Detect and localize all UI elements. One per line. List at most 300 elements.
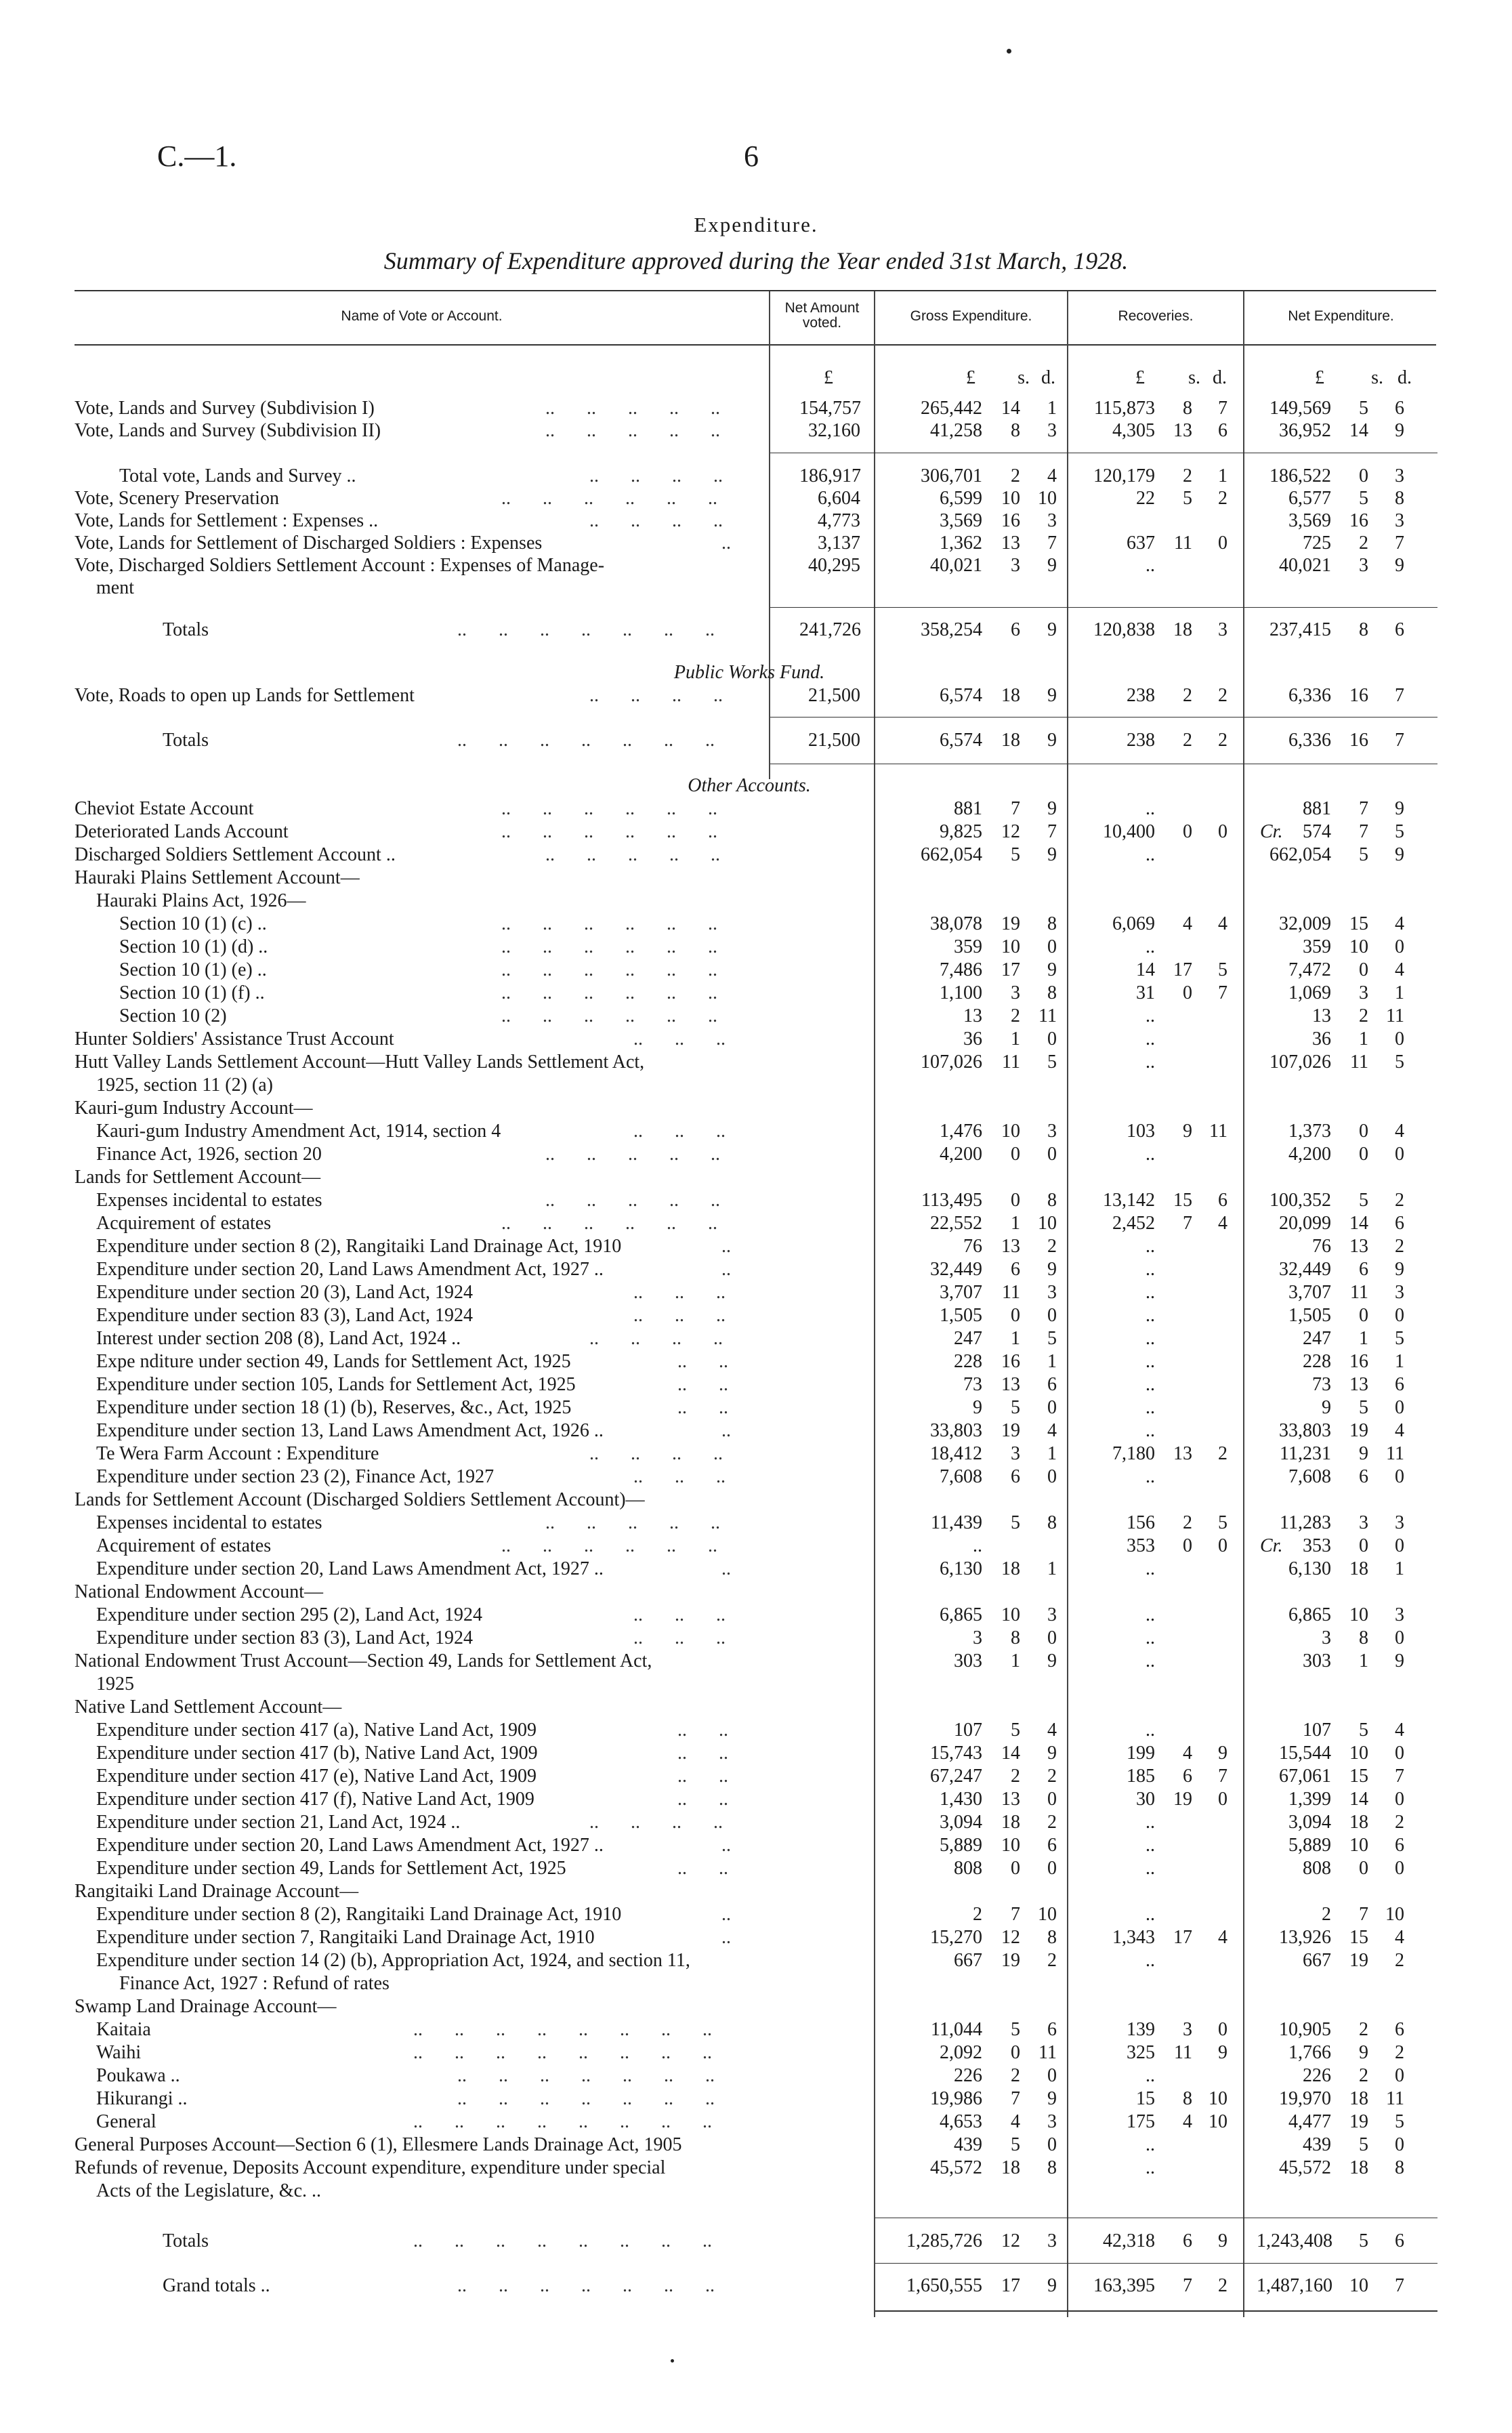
cell-recoveries-shillings: 13 [1173,1443,1192,1464]
cell-net-shillings: 9 [1359,1443,1368,1464]
cell-net-shillings: 8 [1359,1627,1368,1648]
table-row [0,2018,1512,2041]
cell-net-pence: 7 [1395,533,1404,554]
cell-gross-pounds: 40,021 [930,555,982,576]
cell-gross-pence: 9 [1047,619,1057,640]
cell-gross-pence: 9 [1047,1650,1057,1671]
cell-gross-pounds: 7,608 [940,1466,982,1487]
cell-gross-shillings: 7 [1011,798,1020,819]
table-row [0,2041,1512,2064]
cell-gross-pounds: 5,889 [940,1835,982,1856]
cell-recoveries-pence: 11 [1209,1121,1227,1142]
table-row [0,959,1512,982]
cell-gross-pence: 9 [1047,555,1057,576]
cell-recoveries-pounds: .. [1146,1236,1155,1257]
cell-recoveries-shillings: 0 [1183,1535,1192,1556]
cell-recoveries-shillings: 6 [1183,1766,1192,1787]
cell-net-pounds: 6,577 [1288,488,1331,509]
section-heading: Other Accounts. [688,775,811,796]
cell-net-shillings: 10 [1349,936,1368,957]
row-label: Lands for Settlement Account (Discharged Soldiers Settlement Account)— [75,1489,645,1510]
cell-recoveries-pounds: .. [1146,1005,1155,1026]
cell-gross-pounds: 15,743 [930,1743,982,1764]
cell-net-pounds: 149,569 [1269,398,1331,419]
cell-gross-shillings: 5 [1011,1397,1020,1418]
cell-recoveries-shillings: 4 [1183,1743,1192,1764]
cell-gross-pounds: 9,825 [940,821,982,842]
cell-net-shillings: 14 [1349,1213,1368,1234]
cell-gross-pounds: 41,258 [930,420,982,441]
cell-recoveries-pence: 6 [1218,420,1227,441]
cell-net-shillings: 0 [1359,1305,1368,1326]
row-label: Acquirement of estates [96,1213,272,1234]
cell-recoveries-pounds: 637 [1127,533,1155,554]
cell-recoveries-shillings: 7 [1183,2275,1192,2296]
section-heading: Public Works Fund. [673,662,825,683]
row-label: Kauri-gum Industry Amendment Act, 1914, section 4 [96,1121,501,1142]
cell-net-pence: 3 [1395,1282,1404,1303]
cell-net-pounds: 36,952 [1279,420,1331,441]
cell-gross-shillings: 7 [1011,1904,1020,1925]
table-row [0,1857,1512,1880]
unit-pence-net: d. [1398,367,1412,388]
cell-gross-pounds: 3,707 [940,1282,982,1303]
leader-dots: .. .. .. .. .. .. .. [457,730,715,751]
cell-gross-pence: 0 [1047,936,1057,957]
cell-gross-pounds: 11,044 [931,2019,982,2040]
leader-dots: .. .. .. .. .. .. [501,982,717,1003]
cell-gross-pence: 0 [1047,1028,1057,1049]
cell-recoveries-pounds: .. [1146,1627,1155,1648]
row-label: Expenditure under section 295 (2), Land Act, 1924 [96,1604,482,1625]
table-row [0,797,1512,820]
cell-gross-pence: 3 [1047,510,1057,531]
cell-recoveries-pounds: 156 [1127,1512,1155,1533]
cell-recoveries-pence: 3 [1218,619,1227,640]
table-row [0,510,1512,533]
cell-gross-shillings: 8 [1011,420,1020,441]
cell-gross-shillings: 11 [1002,1052,1020,1073]
cell-recoveries-pounds: 325 [1127,2042,1155,2063]
cell-recoveries-pounds: 30 [1136,1789,1155,1810]
leader-dots: .. [721,1835,731,1856]
cell-recoveries-shillings: 15 [1173,1190,1192,1211]
table-row [0,1281,1512,1304]
cell-gross-shillings: 6 [1011,1259,1020,1280]
cell-gross-pence: 8 [1047,1190,1057,1211]
cell-gross-shillings: 1 [1011,1328,1020,1349]
cell-recoveries-pence: 4 [1218,913,1227,934]
cell-recoveries-pounds: .. [1146,1650,1155,1671]
leader-dots: .. .. .. .. [589,1328,723,1349]
table-row [0,1005,1512,1028]
cell-net-pence: 7 [1395,1766,1404,1787]
cell-gross-pounds: 4,653 [940,2111,982,2132]
row-label: Lands for Settlement Account— [75,1167,321,1188]
cell-net-pence: 2 [1395,1812,1404,1833]
cell-gross-pence: 9 [1047,1743,1057,1764]
row-label: Expenditure under section 20, Land Laws Amendment Act, 1927 .. [96,1558,604,1579]
cell-net-shillings: 5 [1359,1720,1368,1741]
cell-gross-pence: 9 [1047,959,1057,980]
cell-net-pounds: 4,477 [1288,2111,1331,2132]
unit-shillings-gross: s. [1017,367,1030,388]
row-label: Vote, Discharged Soldiers Settlement Account : Expenses of Manage- [75,555,605,576]
cell-net-shillings: 16 [1349,730,1368,751]
cell-gross-shillings: 7 [1011,2088,1020,2109]
leader-dots: .. .. .. .. .. .. .. .. [413,2019,712,2040]
cell-gross-pence: 1 [1047,398,1057,419]
leader-dots: .. .. .. .. .. .. [501,798,717,819]
leader-dots: .. .. .. .. .. [545,1144,720,1165]
cell-recoveries-pounds: 103 [1127,1121,1155,1142]
cell-net-pounds: 36 [1312,1028,1331,1049]
cell-gross-pence: 0 [1047,2065,1057,2086]
cell-net-pounds: 359 [1303,936,1331,957]
table-row [0,867,1512,890]
cell-net-pounds: 5,889 [1288,1835,1331,1856]
leader-dots: .. .. .. .. .. .. [501,913,717,934]
table-row [0,1327,1512,1350]
cell-gross-pence: 9 [1047,685,1057,706]
cell-net-pounds: 667 [1303,1950,1331,1971]
cell-net-shillings: 14 [1349,1789,1368,1810]
cell-gross-pence: 2 [1047,1766,1057,1787]
row-label: Finance Act, 1926, section 20 [96,1144,322,1165]
leader-dots: .. .. .. [633,1466,726,1487]
row-label: Expenditure under section 417 (b), Native Land Act, 1909 [96,1743,538,1764]
cell-gross-pounds: 22,552 [930,1213,982,1234]
cell-gross-pounds: 1,476 [940,1121,982,1142]
cell-net-pence: 4 [1395,1927,1404,1948]
cell-gross-shillings: 18 [1001,685,1020,706]
cell-gross-pounds: 45,572 [930,2157,982,2178]
row-label: Rangitaiki Land Drainage Account— [75,1881,359,1902]
cell-gross-pounds: 667 [954,1950,982,1971]
cell-net-pounds: 574 [1303,821,1331,842]
cell-net-pounds: 662,054 [1269,844,1331,865]
row-label: Vote, Lands and Survey (Subdivision I) [75,398,375,419]
table-row [0,1143,1512,1166]
row-label: Section 10 (2) [119,1005,227,1026]
cell-gross-pounds: 36 [963,1028,982,1049]
table-row [0,1028,1512,1051]
cell-gross-pounds: 6,130 [940,1558,982,1579]
row-label: 1925 [96,1673,134,1694]
cell-net-pence: 6 [1395,2230,1404,2251]
cell-net-shillings: 13 [1349,1374,1368,1395]
cell-net-pounds: 6,130 [1288,1558,1331,1579]
leader-dots: .. .. [677,1374,728,1395]
cell-net-pence: 2 [1395,1950,1404,1971]
cell-gross-shillings: 5 [1011,844,1020,865]
cell-gross-pounds: 1,362 [940,533,982,554]
cell-gross-pounds: 67,247 [930,1766,982,1787]
table-row [0,1074,1512,1097]
cell-net-pounds: 247 [1303,1328,1331,1349]
cell-net-shillings: 15 [1349,1766,1368,1787]
cell-gross-pence: 7 [1047,821,1057,842]
cell-net-shillings: 11 [1350,1052,1368,1073]
cell-gross-pounds: 7,486 [940,959,982,980]
cell-recoveries-pounds: .. [1146,1604,1155,1625]
cell-gross-shillings: 16 [1001,510,1020,531]
cell-gross-pence: 5 [1047,1328,1057,1349]
row-label: National Endowment Trust Account—Section 49, Lands for Settlement Act, [75,1650,652,1671]
leader-dots: .. .. .. .. .. .. [501,936,717,957]
cell-recoveries-pounds: 163,395 [1093,2275,1155,2296]
cell-gross-pence: 4 [1047,1420,1057,1441]
table-row [0,1926,1512,1949]
cell-recoveries-pounds: .. [1146,1858,1155,1879]
cell-recoveries-pounds: .. [1146,844,1155,865]
row-label: Total vote, Lands and Survey .. [119,465,356,486]
cell-gross-pence: 0 [1047,1789,1057,1810]
cell-net-shillings: 7 [1359,821,1368,842]
cell-recoveries-pounds: 139 [1127,2019,1155,2040]
cell-gross-pounds: 18,412 [930,1443,982,1464]
cell-net-shillings: 0 [1359,1858,1368,1879]
cell-net-pounds: 881 [1303,798,1331,819]
cell-gross-pence: 1 [1047,1351,1057,1372]
cell-recoveries-pence: 0 [1218,1535,1227,1556]
leader-dots: .. .. .. .. .. .. [501,1213,717,1234]
unit-shillings-net: s. [1371,367,1383,388]
cell-recoveries-pence: 4 [1218,1213,1227,1234]
totals-rule-5 [875,2263,1437,2264]
cell-gross-shillings: 17 [1001,959,1020,980]
row-label: Hauraki Plains Act, 1926— [96,890,306,911]
table-row [0,2157,1512,2180]
cell-net-pence: 6 [1395,2019,1404,2040]
cell-gross-pence: 4 [1047,1720,1057,1741]
table-row [0,2064,1512,2087]
cell-net-pence: 3 [1395,465,1404,486]
row-label: Vote, Lands and Survey (Subdivision II) [75,420,381,441]
table-row [0,1903,1512,1926]
cell-net-pounds: 13 [1312,1005,1331,1026]
cell-recoveries-pounds: .. [1146,2065,1155,2086]
leader-dots: .. .. .. .. .. .. .. [457,619,715,640]
cell-gross-pence: 0 [1047,1397,1057,1418]
totals-rule-2 [770,717,1437,718]
cell-net-pounds: 19,970 [1279,2088,1331,2109]
cell-net-shillings: 0 [1359,1121,1368,1142]
cell-net-pence: 5 [1395,2111,1404,2132]
cell-recoveries-shillings: 4 [1183,913,1192,934]
cell-gross-shillings: 10 [1001,1604,1020,1625]
cell-recoveries-pence: 9 [1218,2230,1227,2251]
cell-gross-pence: 11 [1038,1005,1057,1026]
cell-gross-shillings: 11 [1002,1282,1020,1303]
cell-net-pounds: 237,415 [1269,619,1331,640]
table-row [0,890,1512,913]
cell-gross-shillings: 5 [1011,2019,1020,2040]
cell-net-pounds: 439 [1303,2134,1331,2155]
cell-gross-pence: 2 [1047,1950,1057,1971]
cell-net-shillings: 1 [1359,1650,1368,1671]
table-row [0,1512,1512,1535]
cell-recoveries-pounds: .. [1146,1052,1155,1073]
row-label: Hauraki Plains Settlement Account— [75,867,360,888]
table-row [0,1396,1512,1419]
table-row [0,1627,1512,1650]
cell-net-pounds: 2 [1322,1904,1331,1925]
table-row [0,1650,1512,1673]
cell-gross-shillings: 13 [1001,1236,1020,1257]
leader-dots: .. .. [677,1397,728,1418]
cell-net-pounds: 725 [1303,533,1331,554]
cell-gross-pence: 0 [1047,1627,1057,1648]
cell-net-pence: 9 [1395,1259,1404,1280]
row-label: Waihi [96,2042,142,2063]
cell-net-pence: 6 [1395,1374,1404,1395]
row-label: Te Wera Farm Account : Expenditure [96,1443,379,1464]
table-row [0,684,1512,707]
cell-net-shillings: 14 [1349,420,1368,441]
leader-dots: .. .. .. .. .. [545,1512,720,1533]
cell-net-shillings: 18 [1349,1558,1368,1579]
cell-net-pence: 6 [1395,1213,1404,1234]
row-label: Expenditure under section 20, Land Laws Amendment Act, 1927 .. [96,1259,604,1280]
cell-net-pounds: 33,803 [1279,1420,1331,1441]
cell-net-pence: 4 [1395,1720,1404,1741]
cell-net-pence: 0 [1395,1743,1404,1764]
row-label: Vote, Lands for Settlement of Discharged Soldiers : Expenses [75,533,543,554]
row-label: Expenditure under section 417 (e), Native Land Act, 1909 [96,1766,537,1787]
cell-net-shillings: 19 [1349,2111,1368,2132]
cell-net-amount-voted: 154,757 [799,398,861,419]
row-label: Deteriorated Lands Account [75,821,289,842]
row-label: Expenditure under section 21, Land Act, 1924 .. [96,1812,461,1833]
table-row [0,1696,1512,1719]
cell-net-pounds: 186,522 [1269,465,1331,486]
cell-recoveries-pounds: 42,318 [1103,2230,1155,2251]
table-bottom-rule [875,2310,1437,2312]
cell-recoveries-pounds: 238 [1127,730,1155,751]
cell-net-amount-voted: 32,160 [808,420,860,441]
cell-recoveries-pounds: 199 [1127,1743,1155,1764]
cell-net-shillings: 18 [1349,2088,1368,2109]
cell-net-pounds: 7,472 [1288,959,1331,980]
table-row [0,1304,1512,1327]
table-row [0,1604,1512,1627]
cell-recoveries-shillings: 8 [1183,2088,1192,2109]
table-row [0,619,1512,642]
cell-recoveries-pounds: .. [1146,1558,1155,1579]
row-label: Kauri-gum Industry Account— [75,1098,313,1119]
cell-net-pence: 6 [1395,1835,1404,1856]
cell-gross-shillings: 3 [1011,555,1020,576]
cell-net-pounds: 1,243,408 [1257,2230,1332,2251]
row-label: Expenditure under section 23 (2), Finance Act, 1927 [96,1466,495,1487]
cell-gross-shillings: 1 [1011,1213,1020,1234]
cell-net-shillings: 10 [1349,2275,1368,2296]
table-row [0,1419,1512,1442]
leader-dots: .. .. .. .. .. .. [501,1005,717,1026]
cell-gross-pence: 0 [1047,2134,1057,2155]
cell-gross-pence: 10 [1038,488,1057,509]
cell-net-pounds: 76 [1312,1236,1331,1257]
cell-gross-shillings: 5 [1011,1720,1020,1741]
cell-net-amount-voted: 3,137 [818,533,860,554]
row-label: Expenditure under section 105, Lands for Settlement Act, 1925 [96,1374,576,1395]
cell-net-pence: 5 [1395,1328,1404,1349]
cell-gross-pence: 8 [1047,913,1057,934]
row-label: Section 10 (1) (d) .. [119,936,268,957]
cell-net-shillings: 8 [1359,619,1368,640]
leader-dots: .. .. [677,1351,728,1372]
cell-net-pounds: 6,336 [1288,730,1331,751]
cell-gross-shillings: 18 [1001,1558,1020,1579]
cell-gross-pence: 6 [1047,1374,1057,1395]
row-label: Acquirement of estates [96,1535,272,1556]
cell-net-shillings: 15 [1349,913,1368,934]
leader-dots: .. [721,1259,731,1280]
table-row [0,465,1512,488]
cell-recoveries-pence: 7 [1218,398,1227,419]
cell-recoveries-pounds: .. [1146,2157,1155,2178]
units-row [0,367,1512,390]
leader-dots: .. .. [677,1743,728,1764]
cell-gross-pence: 9 [1047,1259,1057,1280]
cell-net-shillings: 16 [1349,685,1368,706]
cell-gross-pence: 4 [1047,465,1057,486]
cell-recoveries-shillings: 13 [1173,420,1192,441]
cell-gross-pounds: 38,078 [930,913,982,934]
cell-gross-pence: 9 [1047,730,1057,751]
cell-net-pounds: 32,449 [1279,1259,1331,1280]
cell-recoveries-shillings: 2 [1183,465,1192,486]
row-label: Expenditure under section 417 (f), Native Land Act, 1909 [96,1789,534,1810]
table-row [0,2110,1512,2134]
cell-recoveries-shillings: 2 [1183,685,1192,706]
cell-net-shillings: 3 [1359,555,1368,576]
cell-net-pence: 6 [1395,619,1404,640]
cell-gross-shillings: 13 [1001,533,1020,554]
cell-recoveries-pence: 2 [1218,2275,1227,2296]
cell-gross-shillings: 12 [1001,1927,1020,1948]
cell-net-shillings: 10 [1349,1743,1368,1764]
cell-recoveries-pounds: .. [1146,1282,1155,1303]
cell-gross-pence: 0 [1047,1144,1057,1165]
row-label: Acts of the Legislature, &c. .. [96,2180,322,2201]
leader-dots: .. .. .. .. .. .. [501,821,717,842]
cell-net-shillings: 5 [1359,1397,1368,1418]
column-header-voted-line2: voted. [802,315,842,331]
cell-net-pence: 7 [1395,2275,1404,2296]
ink-mark-top [1007,49,1011,54]
cell-gross-pence: 8 [1047,2157,1057,2178]
table-row [0,1581,1512,1604]
table-row [0,419,1512,442]
cell-net-pence: 11 [1386,1005,1404,1026]
cell-recoveries-pounds: 120,838 [1093,619,1155,640]
column-header-name: Name of Vote or Account. [341,308,503,324]
leader-dots: .. .. .. .. .. .. .. .. [413,2111,712,2132]
cell-net-pence: 0 [1395,1466,1404,1487]
table-row [0,844,1512,867]
cell-gross-shillings: 14 [1001,1743,1020,1764]
cell-gross-shillings: 4 [1011,2111,1020,2132]
credit-marker: Cr. [1260,1535,1283,1556]
row-label: Section 10 (1) (f) .. [119,982,265,1003]
table-row [0,982,1512,1005]
cell-net-amount-voted: 6,604 [818,488,860,509]
cell-gross-pence: 9 [1047,2275,1057,2296]
cell-gross-pounds: 6,574 [940,730,982,751]
cell-gross-pounds: .. [973,1535,982,1556]
